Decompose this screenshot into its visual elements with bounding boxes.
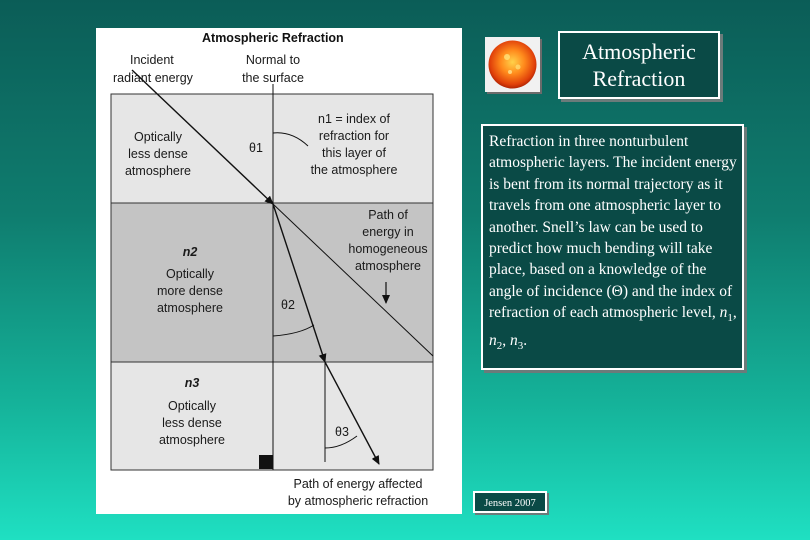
slide-title-line-1: Atmospheric [582,39,696,64]
refraction-diagram [96,28,462,514]
incident-label: Incident [130,53,174,67]
affected-label: Path of energy affected [293,477,423,491]
caption-box [481,124,744,370]
caption-n1: n [719,304,728,322]
layer3-n: n3 [184,376,200,390]
sun-image [485,37,540,92]
slide-title [558,31,720,99]
right-angle-marker [259,455,273,469]
layer2-label-2: more dense [156,284,224,298]
n1-definition-2: refraction for [318,129,390,143]
caption-sub-1: 1 [727,312,733,325]
path-label: Path of [368,208,408,222]
slide-title-line-2: Refraction [592,66,686,91]
sun-icon [485,37,540,92]
caption-end: . [523,331,528,349]
caption-sep-2: , [502,331,510,349]
refraction-figure [96,28,462,514]
caption-text: Refraction in three nonturbulent atmospheric layers. The incident energy is bent from its normal trajectory as it travels from one atmospheric layer to another. Snell’s law can be used to predict how much bending will take place, based on a knowledge of the angle of incidence (Θ) and the index of refraction of each atmospheric level, [489,133,737,322]
n1-definition-4: the atmosphere [310,163,398,177]
layer1-label-3: atmosphere [124,164,192,178]
credit-box [473,491,547,513]
layer2-label-3: atmosphere [156,301,224,315]
layer1-label: Optically [134,130,182,144]
layer2-n: n2 [182,245,198,259]
caption-sub-2: 2 [496,339,503,352]
normal-label: Normal to [245,53,301,67]
path-label-4: atmosphere [354,259,422,273]
theta2-label: θ2 [281,298,295,312]
affected-label-2: by atmospheric refraction [287,494,429,508]
n1-definition-3: this layer of [322,146,386,160]
theta3-label: θ3 [335,425,349,439]
figure-title: Atmospheric Refraction [202,31,344,45]
caption-sep-1: , [732,304,737,322]
credit-text: Jensen 2007 [484,498,536,509]
layer2-label: Optically [166,267,214,281]
caption-n3: n [510,331,518,349]
path-label-3: homogeneous [348,242,428,256]
layer3-label-2: less dense [162,416,222,430]
caption-n2: n [489,331,497,349]
incident-label-2: radiant energy [113,71,193,85]
path-label-2: energy in [362,225,414,239]
layer3-label-3: atmosphere [158,433,226,447]
layer-3 [111,362,433,470]
layer3-label: Optically [168,399,216,413]
n1-definition: n1 = index of [318,112,390,126]
layer1-label-2: less dense [128,147,188,161]
theta1-label: θ1 [249,141,263,155]
caption-sub-3: 3 [517,339,524,352]
normal-label-2: the surface [242,71,304,85]
